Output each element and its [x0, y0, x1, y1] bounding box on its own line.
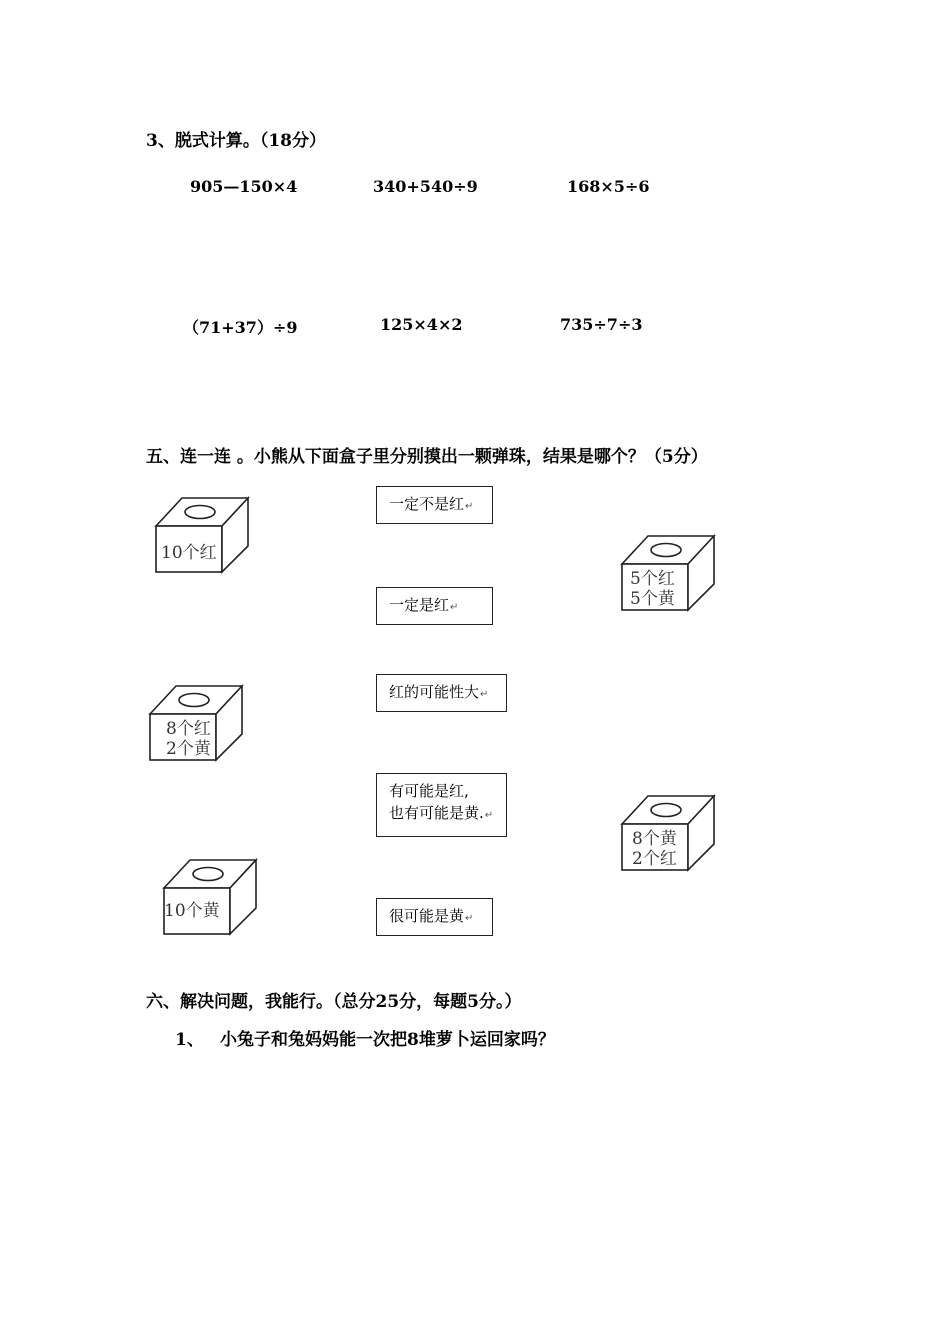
option-text: 有可能是红, [389, 782, 469, 800]
option-text: 一定是红 [389, 596, 450, 614]
option-box[interactable] [376, 898, 493, 936]
option-text: 也有可能是黄. [389, 804, 484, 822]
box-label: 5个红 [630, 569, 675, 589]
option-text: 红的可能性大 [389, 683, 480, 701]
box-label: 2个红 [632, 849, 677, 869]
option-text: 很可能是黄 [389, 907, 465, 925]
return-mark-icon: ↵ [465, 501, 474, 512]
box-label: 10个黄 [164, 901, 220, 921]
expression: （71+37）÷9 [183, 318, 298, 337]
return-mark-icon: ↵ [480, 689, 489, 700]
option-text: 一定不是红 [389, 495, 465, 513]
expression: 168×5÷6 [567, 177, 650, 196]
box-label: 8个红 [166, 719, 211, 739]
question-number: 1、 [175, 1030, 204, 1050]
option-box[interactable] [376, 486, 493, 524]
return-mark-icon: ↵ [450, 602, 459, 613]
return-mark-icon: ↵ [465, 913, 474, 924]
return-mark-icon: ↵ [484, 810, 494, 821]
question-text: 小兔子和兔妈妈能一次把8堆萝卜运回家吗？ [220, 1030, 555, 1050]
marble-box [152, 494, 257, 578]
section5-title: 五、连一连 。小熊从下面盒子里分别摸出一颗弹珠，结果是哪个？（5分） [146, 447, 708, 467]
option-box[interactable] [376, 587, 493, 625]
marble-box [618, 792, 723, 876]
expression: 735÷7÷3 [560, 315, 643, 334]
box-label: 10个红 [161, 543, 217, 563]
section3-title: 3、脱式计算。（18分） [146, 131, 326, 151]
marble-box [146, 682, 251, 766]
box-label: 2个黄 [166, 739, 211, 759]
expression: 340+540÷9 [373, 177, 478, 196]
box-label: 8个黄 [632, 829, 677, 849]
option-box[interactable] [376, 674, 507, 712]
expression: 905—150×4 [190, 177, 298, 196]
box-label: 5个黄 [630, 589, 675, 609]
marble-box [160, 856, 265, 940]
option-box[interactable] [376, 773, 507, 837]
expression: 125×4×2 [380, 315, 463, 334]
section6-title: 六、解决问题，我能行。（总分25分，每题5分。） [146, 992, 522, 1012]
marble-box [618, 532, 723, 616]
